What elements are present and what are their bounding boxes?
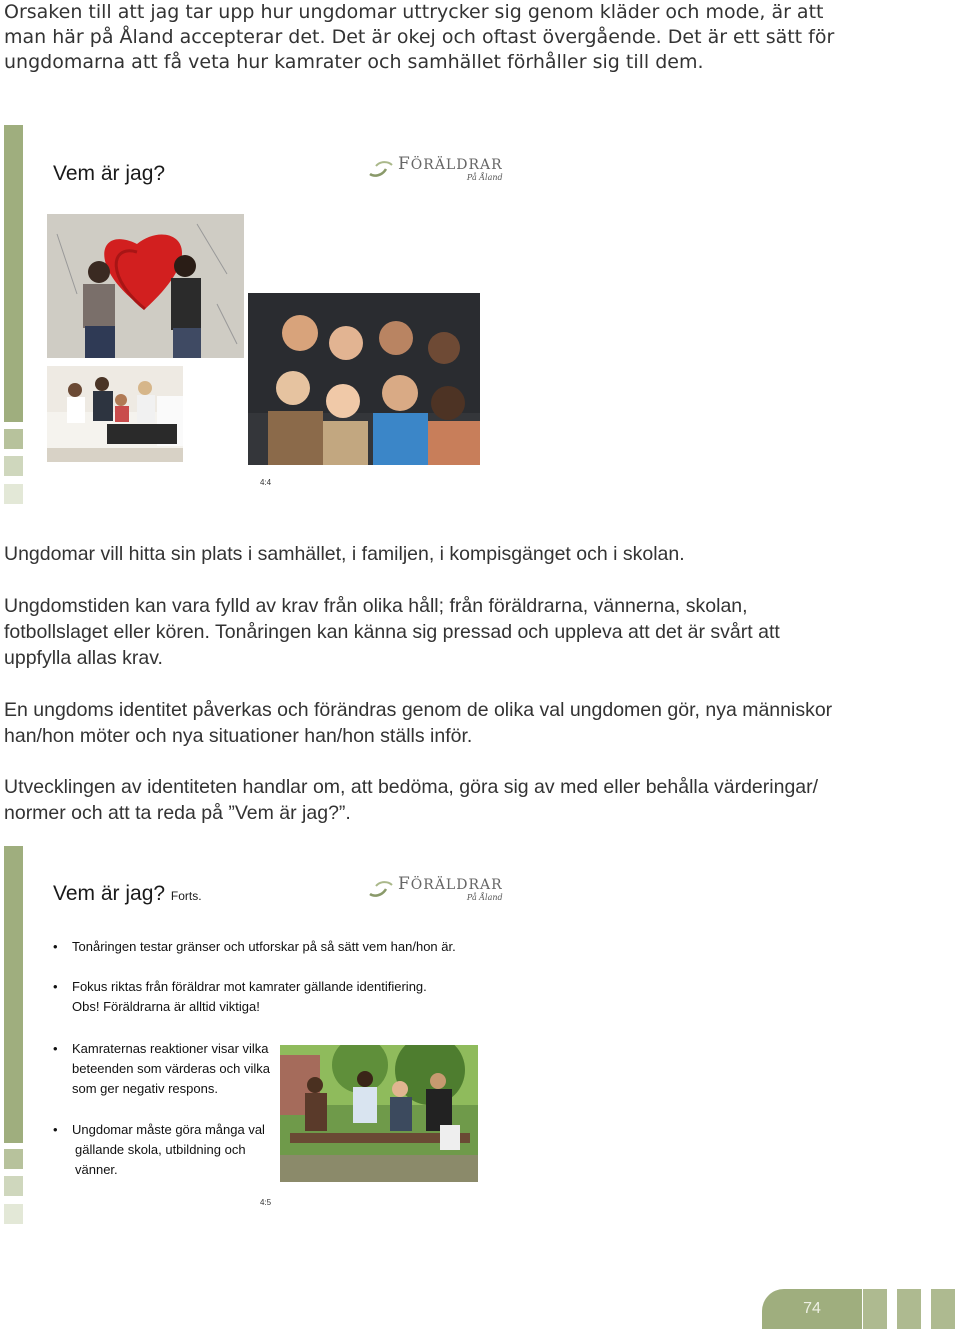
bullet-item <box>53 1039 271 1099</box>
slide-accent-square <box>4 429 23 449</box>
footer-tab <box>863 1289 887 1329</box>
bullet-dot-icon: • <box>53 939 58 954</box>
slide-accent-bar <box>4 846 23 1143</box>
bullet-dot-icon: • <box>53 1122 58 1137</box>
bullet-line: Tonåringen testar gränser och utforskar på så sätt vem han/hon är. <box>72 939 456 954</box>
footer-tab <box>931 1289 955 1329</box>
logo <box>368 876 503 902</box>
slide-accent-square <box>4 1204 23 1224</box>
bullet-line: gällande skola, utbildning och <box>75 1142 246 1157</box>
photo-youths-park-bench <box>280 1045 478 1182</box>
photo-family-sofa <box>47 366 183 462</box>
intro-paragraph: Orsaken till att jag tar upp hur ungdomar uttrycker sig genom kläder och mode, är att man här på Åland accepterar det. Det är okej och oftast övergående. Det är ett sätt för ungdomarna att få veta hur kamrater och samhället förhåller sig till dem. <box>4 1 835 73</box>
bullet-item <box>53 1120 265 1180</box>
slide-number: 4:5 <box>260 1198 272 1207</box>
slide-title <box>53 882 202 906</box>
body-paragraph: Ungdomstiden kan vara fylld av krav från olika håll; från föräldrarna, vännerna, skolan, fotbollslaget eller kören. Tonåringen kan känna sig pressad och uppleva att det är svårt att uppfylla allas krav. <box>4 595 780 669</box>
photo-group-youths <box>248 293 480 465</box>
bullet-line: beteenden som värderas och vilka <box>72 1061 271 1076</box>
footer-tab <box>897 1289 921 1329</box>
logo-sub-text: På Åland <box>466 893 503 902</box>
slide-accent-square <box>4 456 23 476</box>
slide-accent-square <box>4 484 23 504</box>
body-paragraph: Utvecklingen av identiteten handlar om, att bedöma, göra sig av med eller behålla värderingar/ normer och att ta reda på ”Vem är jag?”. <box>4 776 819 824</box>
page-number: 74 <box>762 1289 862 1329</box>
bullet-line: som ger negativ respons. <box>72 1081 218 1096</box>
logo-swoosh-icon <box>368 880 394 898</box>
logo-cap: F <box>398 154 411 174</box>
bullet-item <box>53 937 456 957</box>
bullet-line: Fokus riktas från föräldrar mot kamrater gällande identifiering. <box>72 979 427 994</box>
slide-number: 4:4 <box>260 478 272 487</box>
slide-accent-square <box>4 1176 23 1196</box>
photo-heart-graffiti <box>47 214 244 358</box>
bullet-line: Obs! Föräldrarna är alltid viktiga! <box>72 999 260 1014</box>
bullet-dot-icon: • <box>53 1041 58 1056</box>
logo-swoosh-icon <box>368 160 394 178</box>
slide-title-suffix: Forts. <box>170 889 202 903</box>
slide-accent-bar <box>4 125 23 422</box>
body-paragraph: En ungdoms identitet påverkas och förändras genom de olika val ungdomen gör, nya människor han/hon möter och nya situationer han/hon ställs inför. <box>4 699 833 747</box>
body-paragraph: Ungdomar vill hitta sin plats i samhället, i familjen, i kompisgänget och i skolan. <box>4 543 685 565</box>
logo <box>368 156 503 182</box>
slide-title: Vem är jag? <box>53 162 166 185</box>
logo-main-text: ÖRÄLDRAR <box>410 877 503 893</box>
bullet-line: vänner. <box>75 1162 118 1177</box>
slide-accent-square <box>4 1149 23 1169</box>
logo-sub-text: På Åland <box>466 173 503 182</box>
logo-cap: F <box>398 874 411 894</box>
bullet-line: Kamraternas reaktioner visar vilka <box>72 1041 269 1056</box>
slide-title-text: Vem är jag? <box>53 882 166 905</box>
logo-main-text: ÖRÄLDRAR <box>410 157 503 173</box>
bullet-line: Ungdomar måste göra många val <box>72 1122 265 1137</box>
bullet-dot-icon: • <box>53 979 58 994</box>
bullet-item <box>53 977 427 1017</box>
